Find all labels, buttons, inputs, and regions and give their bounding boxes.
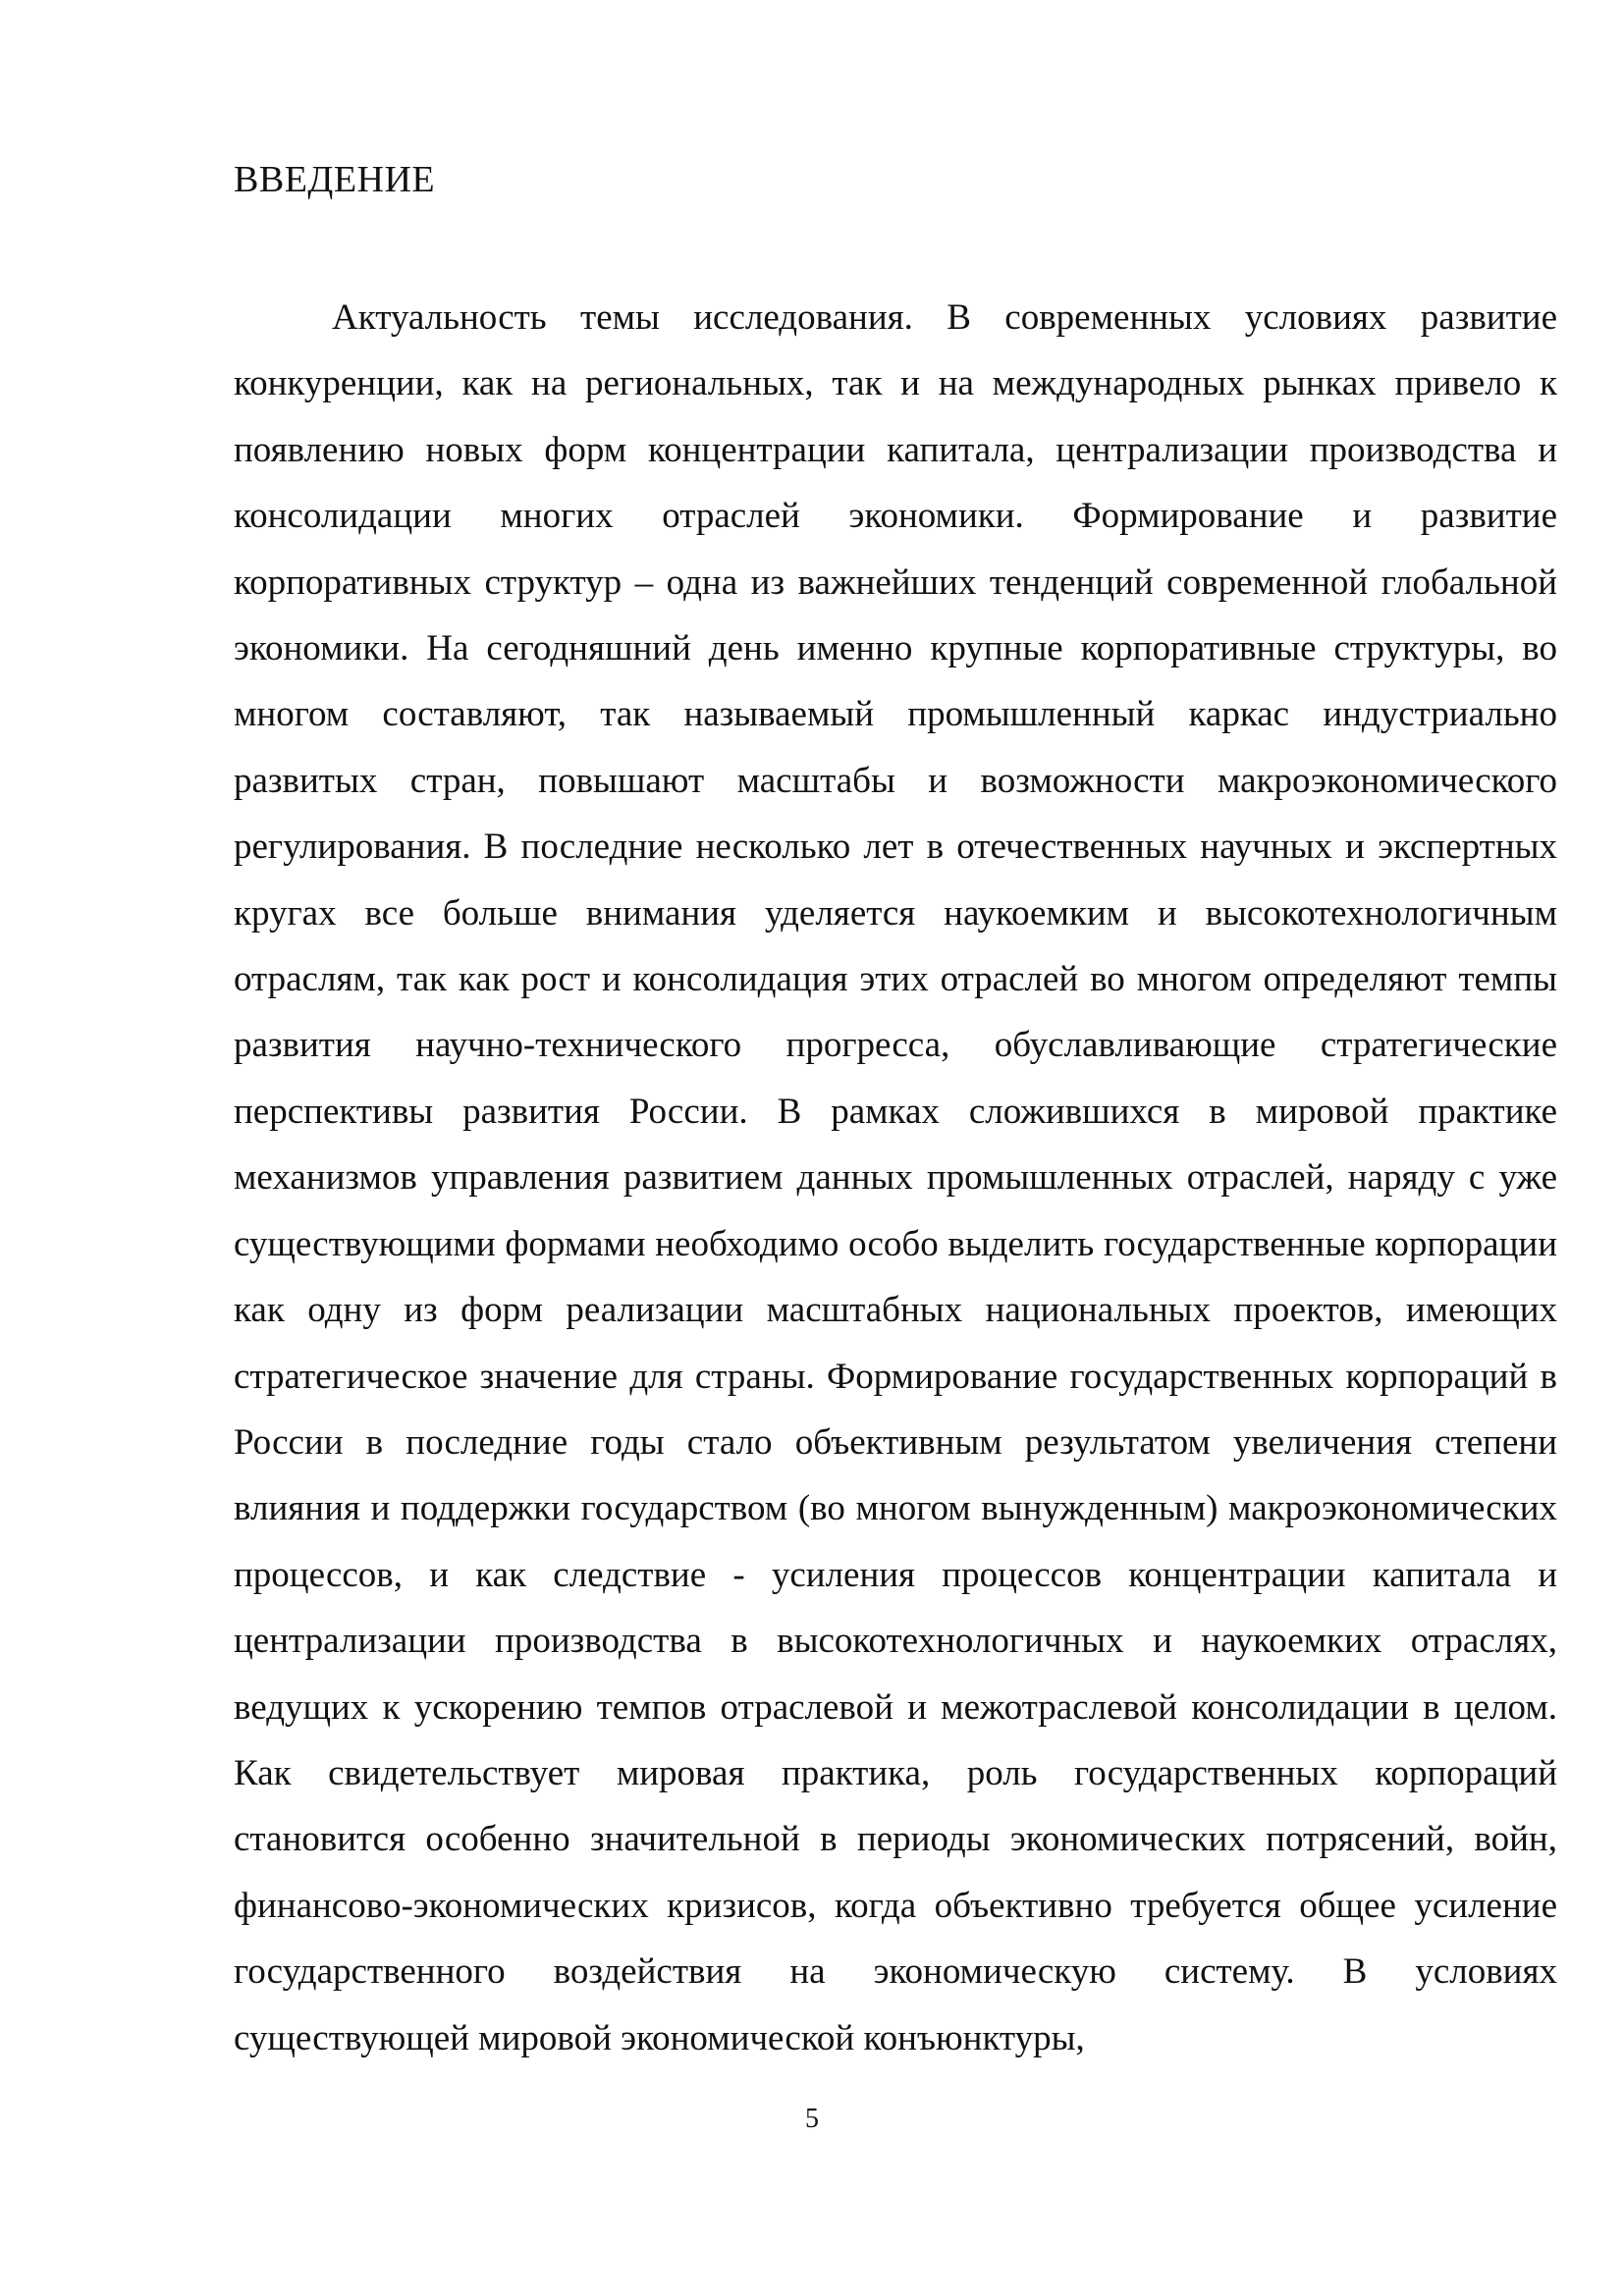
page-number: 5 bbox=[805, 2104, 819, 2134]
section-heading: ВВЕДЕНИЕ bbox=[234, 159, 436, 200]
body-text bbox=[234, 285, 1557, 2071]
paragraph: Актуальность темы исследования. В современных условиях развитие конкуренции, как на региональных, так и на международных рынках привело к появлению новых форм концентрации капитала, централизации производства и консолидации многих отраслей экономики. Формирование и развитие корпоративных структур – одна из важнейших тенденций современной глобальной экономики. На сегодняшний день именно крупные корпоративные структуры, во многом составляют, так называемый промышленный каркас индустриально развитых стран, повышают масштабы и возможности макроэкономического регулирования. В последние несколько лет в отечественных научных и экспертных кругах все больше внимания уделяется наукоемким и высокотехнологичным отраслям, так как рост и консолидация этих отраслей во многом определяют темпы развития научно-технического прогресса, обуславливающие стратегические перспективы развития России. В рамках сложившихся в мировой практике механизмов управления развитием данных промышленных отраслей, наряду с уже существующими формами необходимо особо выделить государственные корпорации как одну из форм реализации масштабных национальных проектов, имеющих стратегическое значение для страны. Формирование государственных корпораций в России в последние годы стало объективным результатом увеличения степени влияния и поддержки государством (во многом вынужденным) макроэкономических процессов, и как следствие - усиления процессов концентрации капитала и централизации производства в высокотехнологичных и наукоемких отраслях, ведущих к ускорению темпов отраслевой и межотраслевой консолидации в целом. Как свидетельствует мировая практика, роль государственных корпораций становится особенно значительной в периоды экономических потрясений, войн, финансово-экономических кризисов, когда объективно требуется общее усиление государственного воздействия на экономическую систему. В условиях существующей мировой экономической конъюнктуры, bbox=[234, 297, 1557, 2058]
